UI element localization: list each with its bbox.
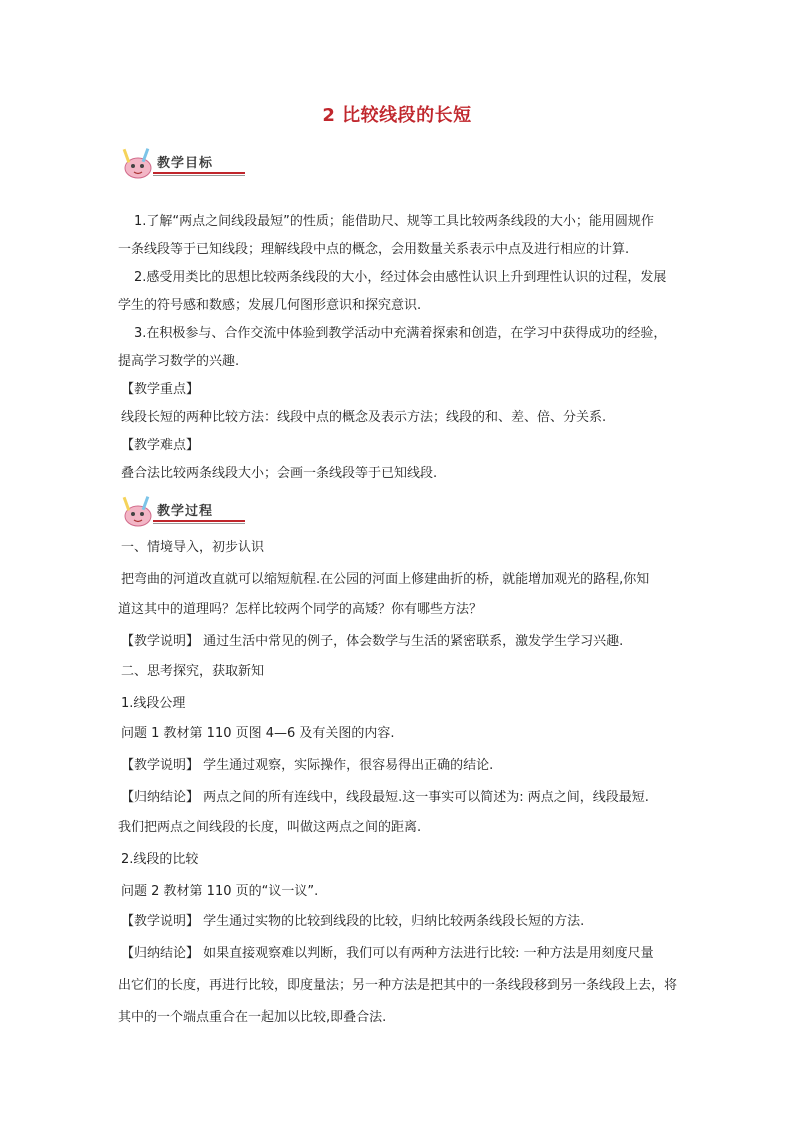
difficulties-text: 叠合法比较两条线段大小；会画一条线段等于已知线段. — [121, 466, 438, 481]
section-label-process: 教学过程 — [157, 504, 214, 519]
process-sub-2: 2.线段的比较 — [121, 852, 199, 867]
process-conclusion-2-line-2: 出它们的长度，再进行比较，即度量法；另一种方法是把其中的一条线段移到另一条线段上去，将 — [118, 978, 678, 993]
goal-3-line-1: 3.在积极参与、合作交流中体验到教学活动中充满着探索和创造，在学习中获得成功的经验， — [134, 326, 667, 341]
section-underline — [153, 520, 245, 524]
section-banner-goals — [117, 146, 247, 180]
process-sub-1: 1.线段公理 — [121, 696, 186, 711]
process-conclusion-1-line-2: 我们把两点之间线段的长度，叫做这两点之间的距离. — [118, 820, 422, 835]
pencil-mascot-icon — [117, 494, 157, 528]
page-title: 2 比较线段的长短 — [322, 105, 472, 126]
process-question-1-note: 【教学说明】 学生通过观察，实际操作，很容易得出正确的结论. — [121, 758, 494, 773]
difficulties-label: 【教学难点】 — [121, 438, 200, 453]
key-points-text: 线段长短的两种比较方法：线段中点的概念及表示方法；线段的和、差、倍、分关系. — [121, 410, 607, 425]
goal-3-line-2: 提高学习数学的兴趣. — [118, 354, 240, 369]
section-underline — [153, 172, 245, 176]
process-heading-2: 二、思考探究，获取新知 — [121, 664, 265, 679]
section-banner-process — [117, 494, 247, 528]
key-points-label: 【教学重点】 — [121, 382, 200, 397]
process-question-2-note: 【教学说明】 学生通过实物的比较到线段的比较，归纳比较两条线段长短的方法. — [121, 914, 585, 929]
process-conclusion-2-line-3: 其中的一个端点重合在一起加以比较,即叠合法. — [118, 1010, 387, 1025]
goal-2-line-2: 学生的符号感和数感；发展几何图形意识和探究意识. — [118, 298, 422, 313]
goal-2-line-1: 2.感受用类比的思想比较两条线段的大小，经过体会由感性认识上升到理性认识的过程，发展 — [134, 270, 667, 285]
process-heading-1: 一、情境导入，初步认识 — [121, 540, 265, 555]
process-s1-note: 【教学说明】 通过生活中常见的例子，体会数学与生活的紧密联系，激发学生学习兴趣. — [121, 634, 624, 649]
process-s1-line-2: 道这其中的道理吗？怎样比较两个同学的高矮？你有哪些方法？ — [118, 602, 483, 617]
pencil-mascot-icon — [117, 146, 157, 180]
goal-1-line-2: 一条线段等于已知线段；理解线段中点的概念，会用数量关系表示中点及进行相应的计算. — [118, 242, 630, 257]
process-conclusion-1-line-1: 【归纳结论】 两点之间的所有连线中，线段最短.这一事实可以简述为: 两点之间，线段最短. — [121, 790, 649, 805]
process-question-1: 问题 1 教材第 110 页图 4—6 及有关图的内容. — [121, 726, 395, 741]
process-question-2: 问题 2 教材第 110 页的“议一议”. — [121, 884, 319, 899]
section-label-goals: 教学目标 — [157, 156, 214, 171]
process-conclusion-2-line-1: 【归纳结论】 如果直接观察难以判断，我们可以有两种方法进行比较: 一种方法是用刻度尺量 — [121, 946, 654, 961]
goal-1-line-1: 1.了解“两点之间线段最短”的性质；能借助尺、规等工具比较两条线段的大小；能用圆规作 — [134, 214, 654, 229]
process-s1-line-1: 把弯曲的河道改直就可以缩短航程.在公园的河面上修建曲折的桥，就能增加观光的路程,你知 — [121, 572, 650, 587]
